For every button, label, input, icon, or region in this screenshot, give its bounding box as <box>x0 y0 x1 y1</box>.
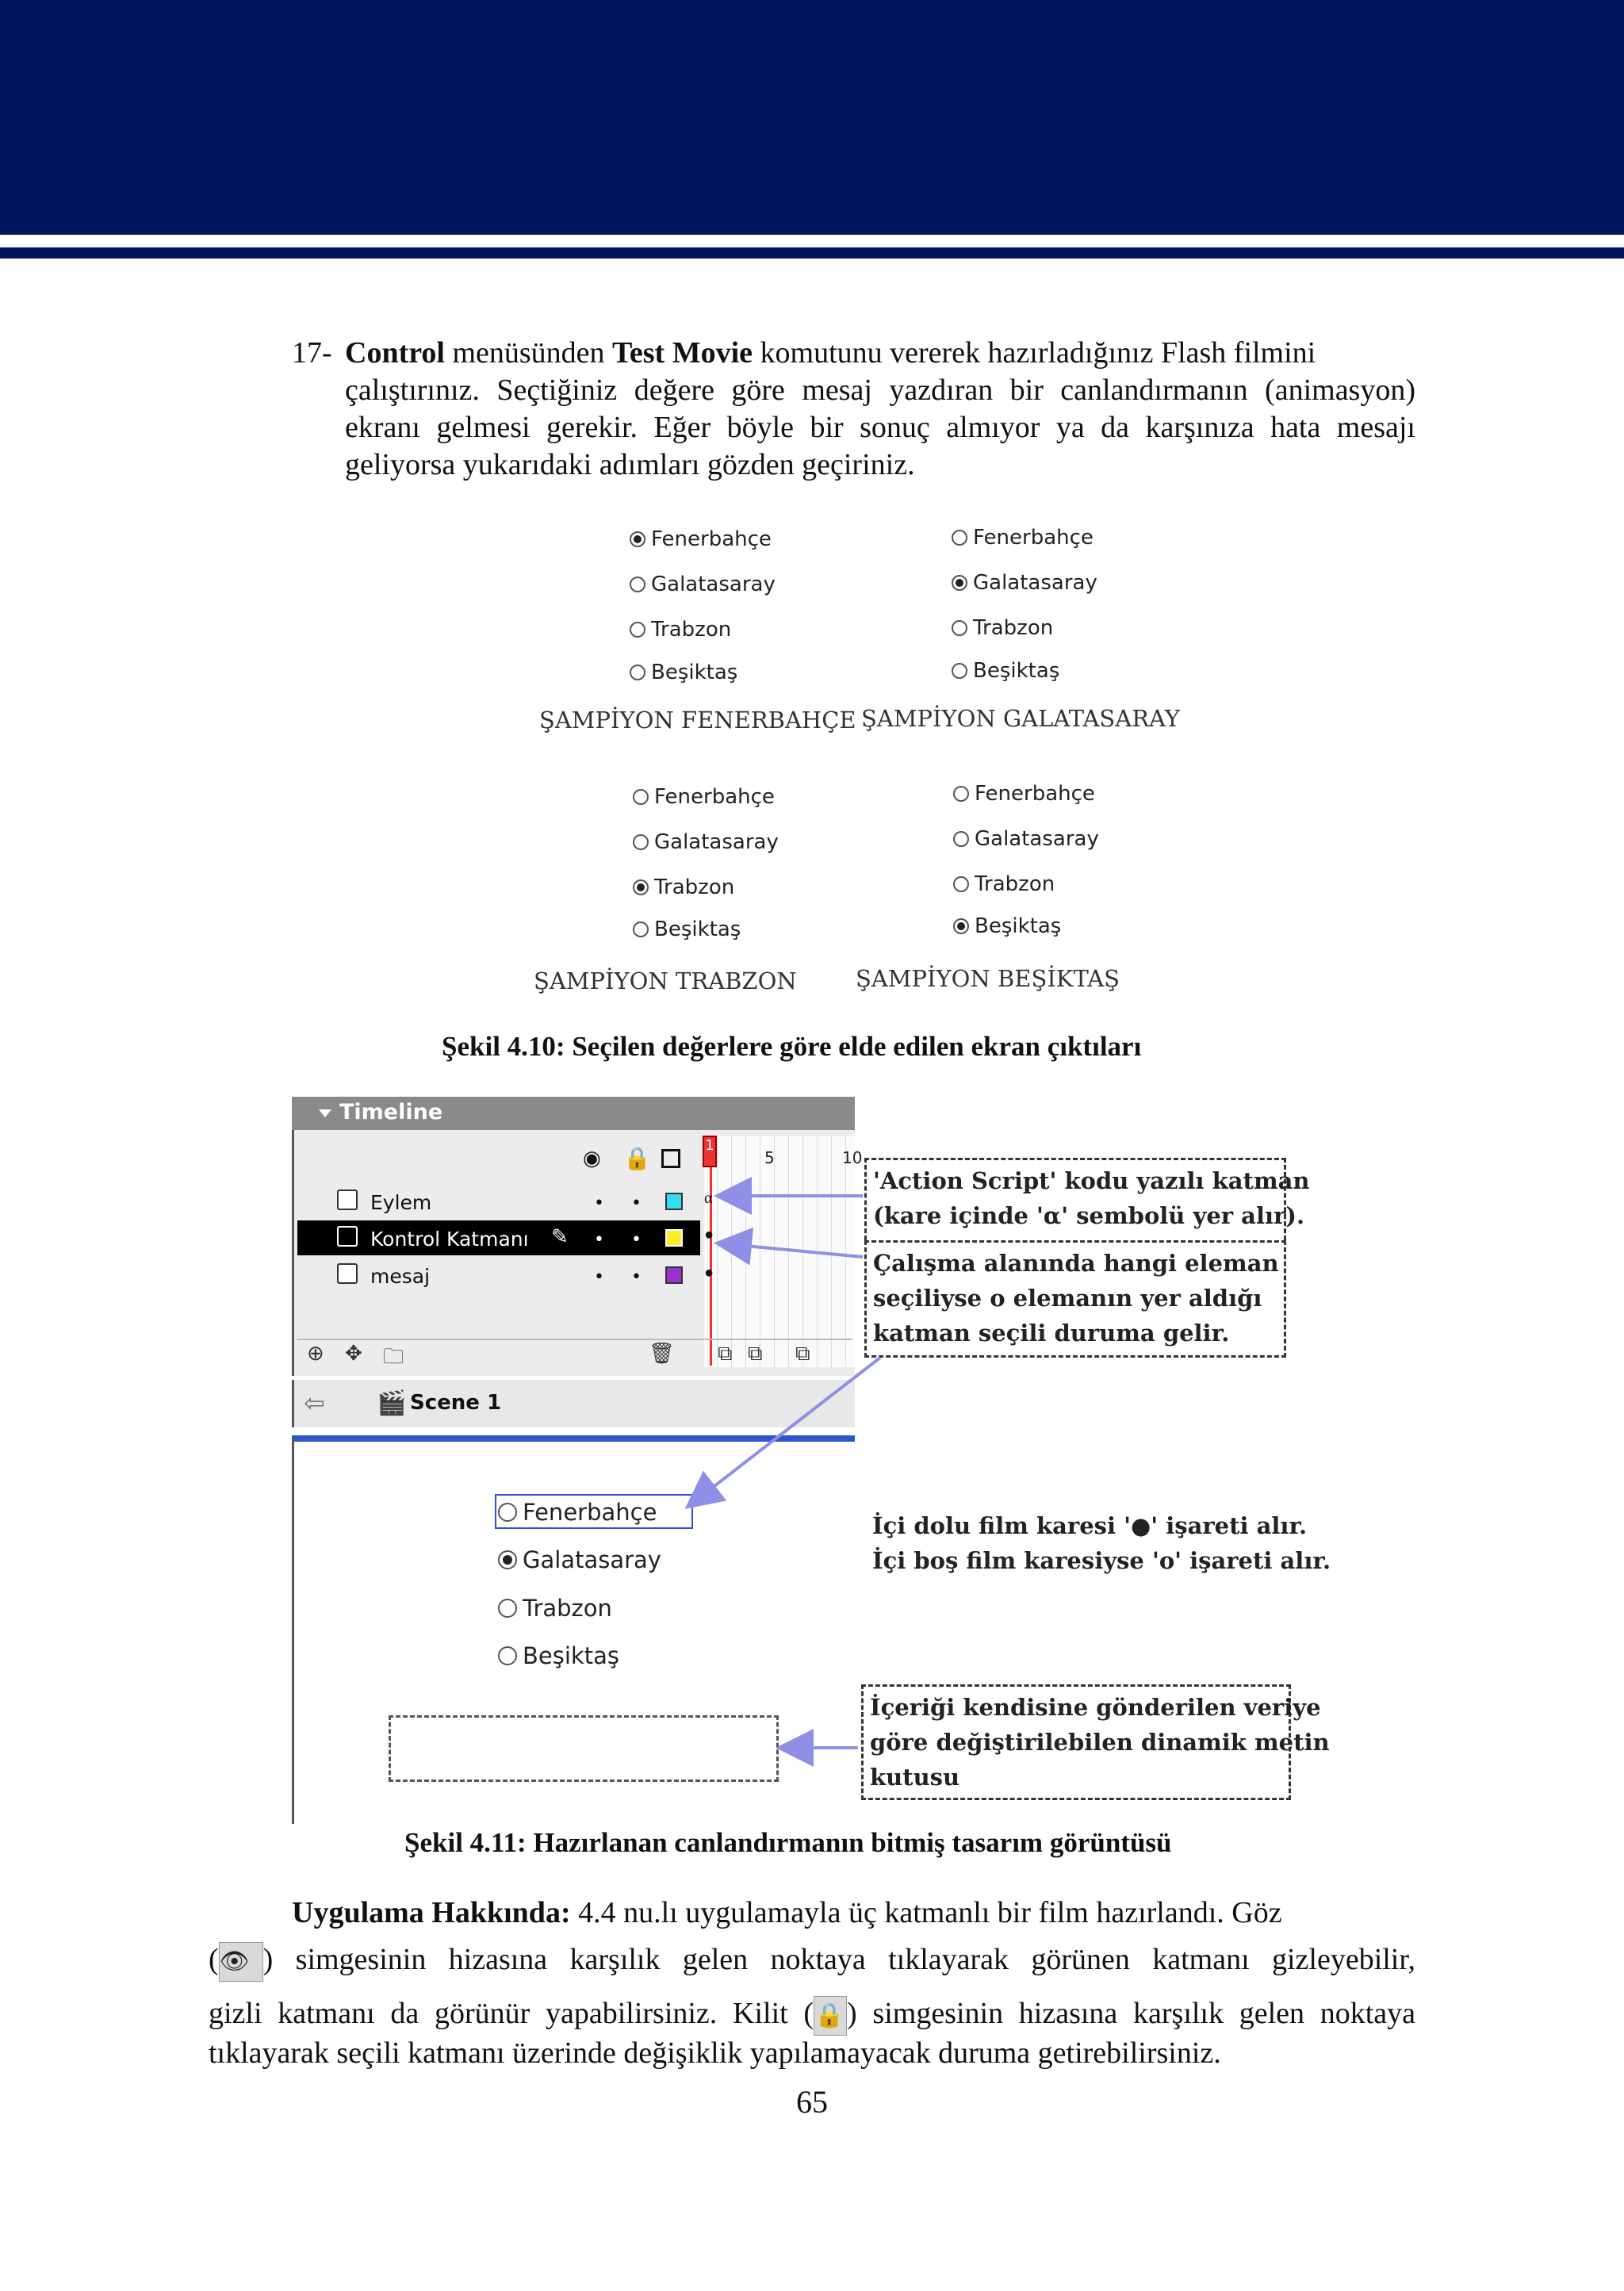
center-frame-icon[interactable]: ⧉ <box>718 1342 733 1366</box>
radio-option[interactable]: Galatasaray <box>953 827 1099 851</box>
clapper-icon: 🎬 <box>377 1389 407 1417</box>
step-17-line4: geliyorsa yukarıdaki adımları gözden geçiriniz. <box>345 448 915 481</box>
note-dynamic-text: İçeriği kendisine gönderilen veriye göre değiştirilebilen dinamik metin kutusu <box>861 1684 1291 1800</box>
eye-icon[interactable]: ◉ <box>583 1147 601 1170</box>
trash-icon[interactable]: 🗑 <box>649 1342 676 1366</box>
radio-option[interactable]: Trabzon <box>630 618 731 642</box>
step-17-line1: Control menüsünden Test Movie komutunu vererek hazırladığınız Flash filmini <box>345 336 1316 370</box>
add-guide-icon[interactable]: ✥ <box>345 1342 362 1366</box>
back-arrow-icon[interactable]: ⇦ <box>304 1388 325 1418</box>
edit-multiple-icon[interactable]: ⧉ <box>795 1342 810 1366</box>
arrow <box>720 1243 863 1257</box>
frame-number: 5 <box>764 1148 775 1167</box>
about-line4: tıklayarak seçili katmanı üzerinde değişiklik yapılamayacak duruma getirebilirsiniz. <box>209 2036 1221 2070</box>
radio-option[interactable]: Fenerbahçe <box>498 1499 657 1526</box>
radio-option[interactable]: Fenerbahçe <box>952 526 1094 550</box>
radio-option[interactable]: Trabzon <box>952 616 1053 640</box>
result-text: ŞAMPİYON TRABZON <box>534 967 797 994</box>
about-line1: Uygulama Hakkında: 4.4 nu.lı uygulamayla üç katmanlı bir film hazırlandı. Göz <box>292 1896 1282 1929</box>
page-number: 65 <box>796 2084 828 2120</box>
arrow <box>690 1358 880 1505</box>
onion-skin-icon[interactable]: ⧉ <box>748 1342 763 1366</box>
radio-option[interactable]: Beşiktaş <box>953 914 1061 938</box>
lock-icon[interactable]: 🔒 <box>623 1145 651 1171</box>
step-17-line2: çalıştırınız. Seçtiğiniz değere göre mesaj yazdıran bir canlandırmanın (animasyon) <box>345 374 1415 407</box>
radio-option[interactable]: Trabzon <box>633 875 734 899</box>
radio-option[interactable]: Trabzon <box>498 1595 612 1622</box>
pencil-icon: ✎ <box>551 1225 569 1249</box>
frame-number: 10 <box>842 1148 863 1167</box>
radio-option[interactable]: Galatasaray <box>633 830 779 854</box>
about-line3: gizli katmanı da görünür yapabilirsiniz. Kilit (🔒) simgesinin hizasına karşılık gelen noktaya <box>209 1995 1415 2036</box>
step-17-line3: ekranı gelmesi gerekir. Eğer böyle bir sonuç almıyor ya da karşınıza hata mesajı <box>345 411 1415 444</box>
timeline-title: Timeline <box>339 1100 443 1124</box>
about-line2: (👁 ) simgesinin hizasına karşılık gelen noktaya tıklayarak görünen katmanı gizleyebilir, <box>209 1941 1415 1982</box>
radio-option[interactable]: Fenerbahçe <box>953 782 1095 806</box>
frame-number: 1 <box>705 1137 714 1154</box>
radio-option[interactable]: Trabzon <box>953 872 1055 896</box>
figure-caption: Şekil 4.11: Hazırlanan canlandırmanın bitmiş tasarım görüntüsü <box>404 1827 1172 1858</box>
keyframe-filled-icon: ● <box>704 1226 714 1243</box>
radio-option[interactable]: Beşiktaş <box>498 1642 619 1669</box>
scene-label[interactable]: Scene 1 <box>410 1391 502 1415</box>
keyframe-filled-icon: ● <box>704 1264 714 1282</box>
note-action-script: 'Action Script' kodu yazılı katman (kare içinde 'α' sembolü yer alır). <box>864 1158 1286 1240</box>
result-text: ŞAMPİYON BEŞİKTAŞ <box>856 965 1120 992</box>
radio-option[interactable]: Fenerbahçe <box>630 527 772 551</box>
radio-option[interactable]: Galatasaray <box>630 573 776 596</box>
layer-row-mesaj[interactable]: mesaj • • <box>297 1258 700 1293</box>
eye-icon: 👁 <box>219 1942 263 1982</box>
radio-option[interactable]: Galatasaray <box>498 1546 661 1573</box>
radio-option[interactable]: Beşiktaş <box>633 918 741 941</box>
result-text: ŞAMPİYON FENERBAHÇE <box>539 707 856 734</box>
radio-option[interactable]: Beşiktaş <box>952 659 1059 683</box>
layer-row-eylem[interactable]: Eylem • • <box>297 1184 700 1219</box>
radio-option[interactable]: Fenerbahçe <box>633 785 775 809</box>
figure-caption: Şekil 4.10: Seçilen değerlere göre elde edilen ekran çıktıları <box>442 1031 1142 1062</box>
note-selected-layer: Çalışma alanında hangi eleman seçiliyse o elemanın yer aldığı katman seçili duruma gelir. <box>864 1240 1286 1358</box>
add-folder-icon[interactable]: 🗀 <box>383 1345 404 1369</box>
radio-option[interactable]: Beşiktaş <box>630 661 737 684</box>
lock-icon: 🔒 <box>814 1996 847 2036</box>
step-number: 17- <box>292 336 332 370</box>
radio-option[interactable]: Galatasaray <box>952 571 1097 595</box>
add-layer-icon[interactable]: ⊕ <box>307 1342 324 1366</box>
note-keyframes: İçi dolu film karesi '●' işareti alır. İçi boş film karesiyse 'o' işareti alır. <box>872 1512 1331 1574</box>
layer-row-kontrol[interactable]: Kontrol Katmanı ✎ • • <box>297 1220 700 1255</box>
result-text: ŞAMPİYON GALATASARAY <box>861 705 1180 732</box>
keyframe-alpha-icon: α <box>704 1190 713 1207</box>
